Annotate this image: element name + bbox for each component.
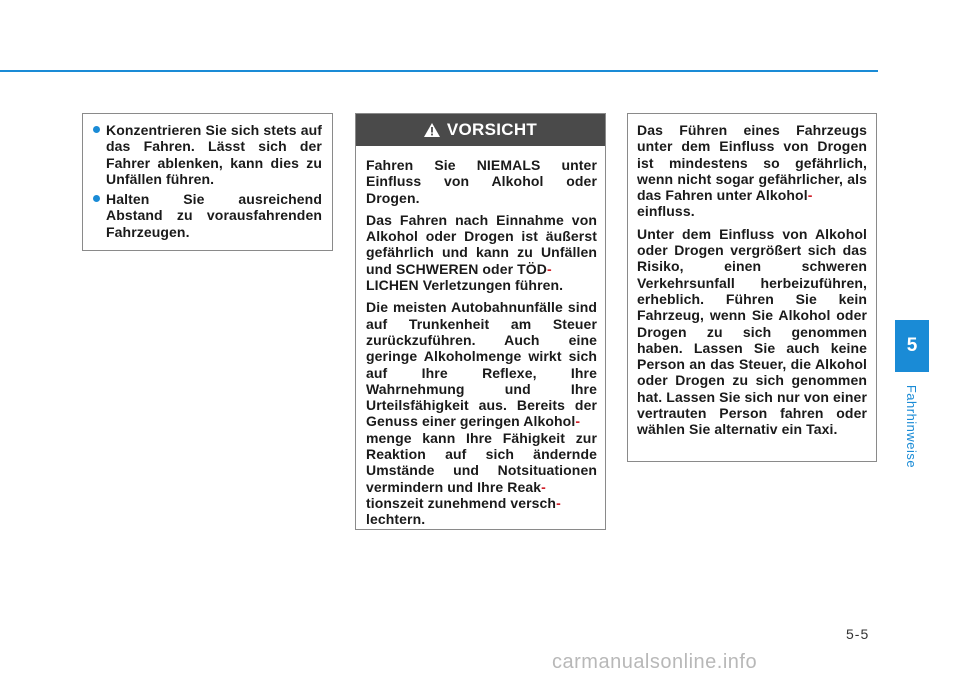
chapter-tab	[885, 320, 960, 475]
chapter-number: 5	[895, 320, 929, 372]
info-paragraph: Das Führen eines Fahrzeugs unter dem Einfluss von Drogen ist mindestens so gefährlich, wenn nicht sogar gefährlicher, als das Fahren unter Alkohol- einfluss.	[637, 122, 867, 220]
warning-content	[356, 146, 605, 528]
warning-paragraph: Fahren Sie NIEMALS unter Einfluss von Alkohol oder Drogen.	[366, 157, 597, 206]
bullet-text: Konzentrieren Sie sich stets auf das Fahren. Lässt sich der Fahrer ablenken, kann dies zu Unfällen führen.	[106, 122, 322, 187]
chapter-label: Fahrhinweise	[904, 384, 920, 468]
info-paragraph: Unter dem Einfluss von Alkohol oder Drogen vergrößert sich das Risiko, einen schweren Verkehrsunfall herbeizuführen, erheblich. Führen Sie kein Fahrzeug, wenn Sie Alkohol oder Drogen zu sich genommen haben. Lassen Sie auch keine Person an das Steuer, die Alkohol oder Drogen zu sich genommen hat. Lassen Sie sich nur von einer vertrauten Person fahren oder wählen Sie alternativ ein Taxi.	[637, 225, 867, 438]
warning-triangle-icon	[424, 123, 440, 137]
info-box	[627, 113, 877, 462]
bullet-text: Halten Sie ausreichend Abstand zu vorausfahrenden Fahrzeugen.	[106, 191, 322, 240]
warning-paragraph: Die meisten Autobahnunfälle sind auf Trunkenheit am Steuer zurückzuführen. Auch eine geringe Alkoholmenge wirkt sich auf Ihre Reflexe, Ihre Wahrnehmung und Ihre Urteilsfähigkeit aus. Bereits der Genuss einer geringen Alkohol- menge kann Ihre Fähigkeit zur Reaktion auf sich ändernde Umstände und Notsituationen vermindern und Ihre Reak- tionszeit zunehmend versch- lechtern.	[366, 299, 597, 528]
warning-title: VORSICHT	[446, 120, 538, 139]
top-rule	[0, 70, 878, 72]
tips-box	[82, 113, 333, 251]
watermark: carmanualsonline.info	[552, 651, 758, 673]
bullet-item	[93, 191, 322, 240]
page-number: 5-5	[846, 626, 870, 642]
warning-paragraph: Das Fahren nach Einnahme von Alkohol oder Drogen ist äußerst gefährlich und kann zu Unfällen und SCHWEREN oder TÖD- LICHEN Verletzungen führen.	[366, 211, 597, 294]
warning-header	[356, 114, 605, 146]
bullet-icon	[93, 126, 100, 133]
bullet-icon	[93, 195, 100, 202]
warning-box	[355, 113, 606, 530]
bullet-item	[93, 122, 322, 187]
